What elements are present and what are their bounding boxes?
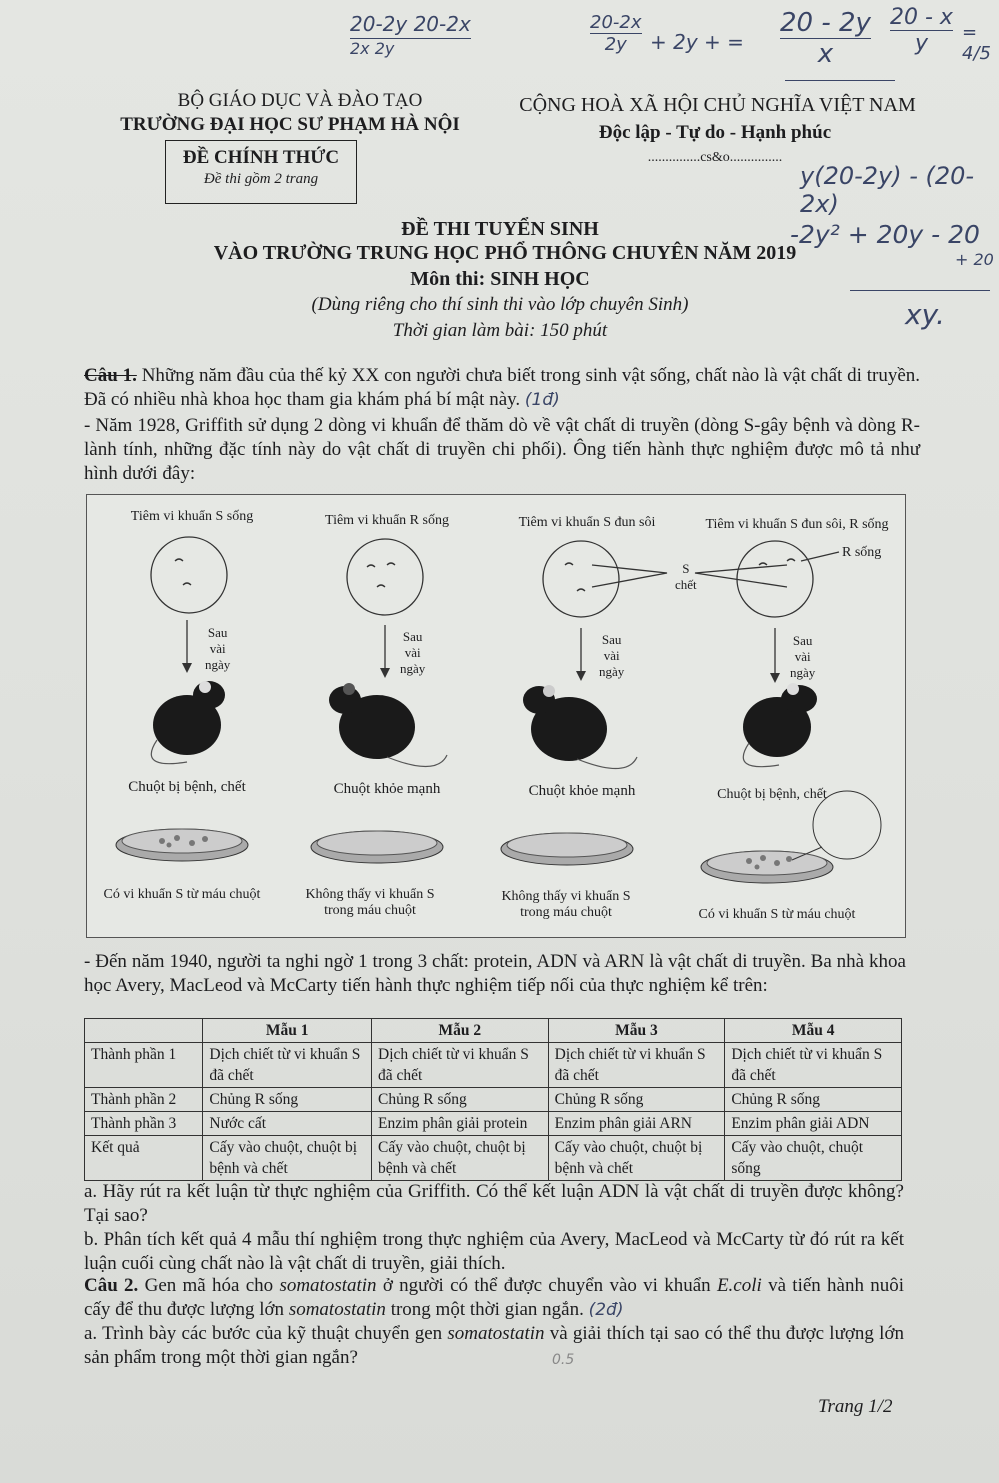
question-2a [84, 1322, 904, 1370]
table-row [85, 1043, 902, 1088]
question-2-text-4: trong một thời gian ngắn. [390, 1299, 584, 1320]
column-1-top-label: Tiêm vi khuẩn S sống [130, 509, 254, 524]
handwriting-expression-1: y(20-2y) - (20-2x) [800, 162, 975, 218]
table-header-cell: Mẫu 1 [203, 1019, 372, 1043]
petri-dish-4 [701, 791, 881, 883]
table-cell: Chủng R sống [725, 1088, 902, 1112]
pages-note: Đề thi gồm 2 trang [203, 171, 319, 187]
handwriting-expression-3: + 20 [955, 250, 994, 269]
table-cell: Chủng R sống [548, 1088, 725, 1112]
petri-dish-1 [116, 829, 248, 861]
griffith-paragraph: - Năm 1928, Griffith sử dụng 2 dòng vi khuẩn để thăm dò về vật chất di truyền (dòng S-gây bệnh và dòng R-lành tính, những đặc tính này do vật chất di truyền chi phối). Ông tiến hành thực nghiệm được mô tả như hình dưới đây: [84, 415, 920, 484]
table-header-row [85, 1019, 902, 1043]
somatostatin-term: somatostatin [279, 1275, 377, 1296]
table-cell: Cấy vào chuột, chuột sống [725, 1136, 902, 1181]
injection-circle-4 [737, 541, 813, 617]
question-1b: b. Phân tích kết quả 4 mẫu thí nghiệm trong thực nghiệm của Avery, MacLeod và McCarty từ đó rút ra kết luận cuối cùng chất nào là vật chất di truyền, giải thích. [84, 1229, 904, 1274]
question-2-text-3: và tiến hành nuôi cấy để thu được lượng lớn [84, 1275, 905, 1320]
question-2 [84, 1274, 904, 1322]
handwriting-fraction-1: 20-2y 20-2x 2x 2y [350, 12, 471, 58]
handwriting-denominator: xy. [905, 298, 945, 331]
column-4-top-label: Tiêm vi khuẩn S đun sôi, R sống [705, 517, 889, 532]
table-cell: Cấy vào chuột, chuột bị bệnh và chết [548, 1136, 725, 1181]
handwriting-fraction-4: 20 - x y [890, 5, 953, 56]
column-2-dish-label: Không thấy vi khuẩn S trong máu chuột [305, 887, 435, 918]
column-4-mouse-label: Chuột bị bệnh, chết [717, 787, 827, 802]
exam-title-2: VÀO TRƯỜNG TRUNG HỌC PHỔ THÔNG CHUYÊN NĂM 2019 [213, 242, 797, 264]
table-cell: Chủng R sống [372, 1088, 549, 1112]
after-days-label-2: Sau vài ngày [400, 629, 426, 676]
table-row [85, 1136, 902, 1181]
table-header-cell: Mẫu 2 [372, 1019, 549, 1043]
petri-dish-3 [501, 833, 633, 865]
handwriting-equals: = 4/5 [962, 22, 991, 64]
question-2-text-2: ở người có thể được chuyển vào vi khuẩn [382, 1275, 711, 1296]
official-box [165, 140, 357, 204]
ecoli-term: E.coli [716, 1275, 762, 1296]
somatostatin-term: somatostatin [447, 1323, 545, 1344]
handwriting-plus: + 2y + = [650, 30, 744, 54]
column-1-dish-label: Có vi khuẩn S từ máu chuột [103, 887, 261, 902]
s-dead-label: S chết [675, 561, 697, 592]
after-days-label-4: Sau vài ngày [790, 633, 816, 680]
griffith-figure [86, 494, 906, 938]
exam-subject: Môn thi: SINH HỌC [410, 268, 590, 290]
question-1-label: Câu 1. [84, 365, 137, 386]
table-cell: Chủng R sống [203, 1088, 372, 1112]
column-4-dish-label: Có vi khuẩn S từ máu chuột [698, 907, 856, 922]
arrow-head-3 [576, 671, 586, 681]
table-header-cell: Mẫu 3 [548, 1019, 725, 1043]
table-cell: Thành phần 1 [85, 1043, 203, 1088]
avery-paragraph: - Đến năm 1940, người ta nghi ngờ 1 trong 3 chất: protein, ADN và ARN là vật chất di truyền. Ba nhà khoa học Avery, MacLeod và McCarty tiến hành thực nghiệm tiếp nối của thực nghiệm kể trên: [84, 951, 906, 996]
after-days-label-1: Sau vài ngày [205, 625, 231, 672]
exam-time: Thời gian làm bài: 150 phút [392, 320, 608, 341]
table-cell: Cấy vào chuột, chuột bị bệnh và chết [372, 1136, 549, 1181]
injection-circle-1 [151, 537, 227, 613]
table-header-cell: Mẫu 4 [725, 1019, 902, 1043]
table-cell: Enzim phân giải ADN [725, 1112, 902, 1136]
column-2-mouse-label: Chuột khỏe mạnh [333, 781, 441, 797]
question-1-intro-text: Những năm đầu của thế kỷ XX con người chưa biết trong sinh vật sống, chất nào là vật chất di truyền. Đã có nhiều nhà khoa học tham gia khám phá bí mật này. [84, 365, 921, 410]
ministry-name: BỘ GIÁO DỤC VÀ ĐÀO TẠO [177, 90, 423, 111]
handwriting-fraction-bar [850, 290, 990, 291]
exam-title-1: ĐỀ THI TUYỂN SINH [401, 218, 599, 240]
r-live-label: R sống [842, 545, 882, 560]
page-number: Trang 1/2 [818, 1396, 893, 1417]
table-cell: Kết quả [85, 1136, 203, 1181]
arrow-head-2 [380, 668, 390, 678]
handwriting-expression-2: -2y² + 20y - 20 [790, 220, 980, 249]
question-1-intro [84, 364, 920, 412]
question-1-mark: (1đ) [524, 390, 560, 410]
mouse-2 [329, 683, 415, 759]
handwriting-score: 0.5 [552, 1352, 575, 1368]
motto-decoration: ...............cs&o............... [647, 150, 783, 165]
university-name: TRƯỜNG ĐẠI HỌC SƯ PHẠM HÀ NỘI [120, 114, 460, 135]
official-label: ĐỀ CHÍNH THỨC [182, 147, 340, 168]
figure-drawing [87, 495, 905, 937]
experiment-table [84, 1018, 902, 1181]
question-2a-text-2: và giải thích tại sao có thể thu được lượng lớn sản phẩm trong một thời gian ngắn? [84, 1323, 904, 1368]
mouse-4 [743, 683, 817, 757]
table-cell: Enzim phân giải protein [372, 1112, 549, 1136]
injection-circle-3 [543, 541, 619, 617]
question-1a: a. Hãy rút ra kết luận từ thực nghiệm của Griffith. Có thể kết luận ADN là vật chất di truyền được không? Tại sao? [84, 1181, 904, 1226]
table-cell: Dịch chiết từ vi khuẩn S đã chết [372, 1043, 549, 1088]
motto: Độc lập - Tự do - Hạnh phúc [598, 122, 832, 143]
handwriting-fraction-2: 20-2x 2y [590, 12, 642, 55]
table-cell: Dịch chiết từ vi khuẩn S đã chết [548, 1043, 725, 1088]
mouse-1 [153, 681, 225, 755]
column-3-top-label: Tiêm vi khuẩn S đun sôi [518, 515, 656, 530]
arrow-head-1 [182, 663, 192, 673]
mouse-3 [523, 685, 607, 761]
handwriting-line [785, 80, 895, 81]
table-cell: Dịch chiết từ vi khuẩn S đã chết [203, 1043, 372, 1088]
question-2a-text-1: a. Trình bày các bước của kỹ thuật chuyển gen [84, 1323, 443, 1344]
somatostatin-term: somatostatin [288, 1299, 386, 1320]
injection-circle-2 [347, 539, 423, 615]
petri-dish-2 [311, 831, 443, 863]
arrow-head-4 [770, 673, 780, 683]
table-cell: Thành phần 3 [85, 1112, 203, 1136]
after-days-label-3: Sau vài ngày [599, 632, 625, 679]
handwriting-fraction-3: 20 - 2y x [780, 8, 871, 69]
question-2-text-1: Gen mã hóa cho [144, 1275, 274, 1296]
question-2-label: Câu 2. [84, 1275, 139, 1296]
column-1-mouse-label: Chuột bị bệnh, chết [128, 779, 246, 795]
table-cell: Nước cất [203, 1112, 372, 1136]
question-2-mark: (2đ) [588, 1300, 624, 1320]
table-header-cell [85, 1019, 203, 1043]
table-row [85, 1112, 902, 1136]
column-3-dish-label: Không thấy vi khuẩn S trong máu chuột [501, 889, 631, 920]
experiment-table-wrapper [84, 1018, 902, 1181]
table-cell: Dịch chiết từ vi khuẩn S đã chết [725, 1043, 902, 1088]
republic-name: CỘNG HOÀ XÃ HỘI CHỦ NGHĨA VIỆT NAM [519, 94, 916, 116]
column-2-top-label: Tiêm vi khuẩn R sống [325, 513, 449, 528]
column-3-mouse-label: Chuột khỏe mạnh [528, 783, 636, 799]
exam-note: (Dùng riêng cho thí sinh thi vào lớp chuyên Sinh) [311, 294, 689, 315]
table-row [85, 1088, 902, 1112]
table-cell: Thành phần 2 [85, 1088, 203, 1112]
table-cell: Cấy vào chuột, chuột bị bệnh và chết [203, 1136, 372, 1181]
table-cell: Enzim phân giải ARN [548, 1112, 725, 1136]
